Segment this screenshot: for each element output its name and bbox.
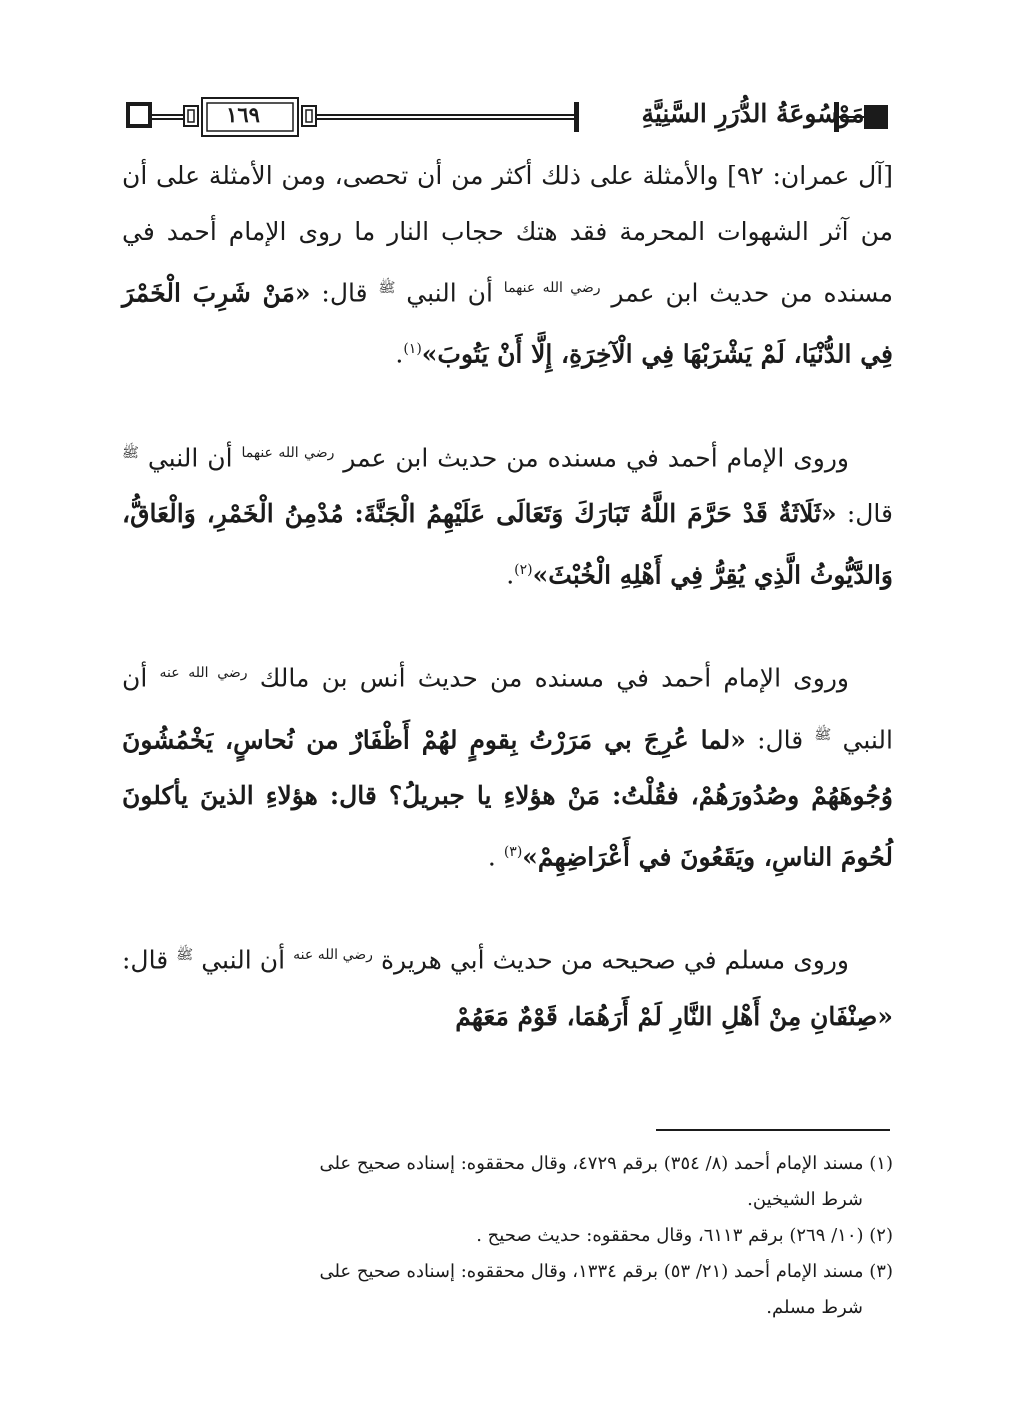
footnote-ref: (٢)	[514, 561, 533, 578]
footnote-text: (٣) مسند الإمام أحمد (٢١/ ٥٣) برقم ١٣٣٤، وقال محققوه: إسناده صحيح على	[319, 1261, 893, 1282]
paragraph-end: .	[395, 339, 404, 369]
paragraph-end: .	[506, 560, 515, 590]
paragraph-text: قال:	[122, 945, 177, 975]
footnote-text: (١) مسند الإمام أحمد (٨/ ٣٥٤) برقم ٤٧٢٩، وقال محققوه: إسناده صحيح على	[319, 1153, 893, 1174]
footnote-continuation: شرط مسلم.	[766, 1297, 863, 1318]
series-title: مَوْسُوعَةُ الدُّرَرِ السَّنِيَّةِ	[641, 99, 865, 128]
paragraph-3	[122, 645, 893, 885]
footnote-separator	[656, 1129, 890, 1131]
salutation-mark: ﷺ	[378, 280, 396, 296]
hadith-text: «ثَلَاثَةٌ قَدْ حَرَّمَ اللَّهُ تَبَارَكَ وَتَعَالَى عَلَيْهِمُ الْجَنَّةَ: مُدْمِنُ الْخَمْرِ، وَالْعَاقُّ، وَالدَّيُّوثُ الَّذِي يُقِرُّ فِي أَهْلِهِ الْخُبْثَ»	[122, 498, 893, 590]
paragraph-1	[122, 148, 893, 383]
body-text	[122, 148, 893, 1045]
paragraph-text: وروى الإمام أحمد في مسنده من حديث أنس بن مالك	[247, 663, 849, 693]
footnote-1	[122, 1146, 893, 1218]
paragraph-text: أن النبي	[122, 663, 893, 754]
salutation-mark: ﷺ	[122, 444, 139, 461]
paragraph-text: أن النبي	[138, 442, 242, 472]
paragraph-text: أن النبي	[395, 278, 504, 308]
footnote-ref: (٣)	[503, 843, 523, 860]
hadith-text: «مَنْ شَرِبَ الْخَمْرَ فِي الدُّنْيَا، لَمْ يَشْرَبْهَا فِي الْآخِرَةِ، إِلَّا أَنْ يَتُوبَ»	[122, 278, 893, 369]
page-number: ١٦٩	[226, 102, 260, 127]
footnote-3	[122, 1254, 893, 1326]
hadith-text: «لما عُرِجَ بي مَرَرْتُ بِقومٍ لهُمْ أَظْفَارٌ من نُحاسٍ، يَخْمُشُونَ وُجُوهَهُمْ وصُدُورَهُمْ، فقُلْتُ: مَنْ هؤلاءِ يا جبريلُ؟ قال: هؤلاءِ الذينَ يأكلونَ لُحُومَ الناسِ، ويَقَعُونَ في أَعْرَاضِهِمْ»	[122, 724, 893, 872]
paragraph-text: قال:	[745, 724, 815, 754]
salutation-mark: ﷺ	[176, 947, 194, 964]
footnote-ref: (١)	[403, 341, 422, 358]
honorific-mark: رضي الله عنهما	[241, 444, 335, 461]
footnotes	[122, 1146, 893, 1326]
honorific-mark: رضي الله عنه	[159, 665, 248, 682]
footnote-2	[122, 1218, 893, 1254]
hadith-text: «صِنْفَانِ مِنْ أَهْلِ النَّارِ لَمْ أَرَهُمَا، قَوْمٌ مَعَهُمْ	[455, 1001, 893, 1031]
paragraph-end: .	[487, 842, 504, 872]
paragraph-text: قال:	[310, 278, 379, 308]
paragraph-text: [آل عمران: ٩٢] والأمثلة على ذلك أكثر من أن تحصى، ومن الأمثلة على أن من آثر الشهوات المحرمة فقد هتك حجاب النار ما روى الإمام أحمد في مسنده من حديث ابن عمر	[122, 161, 894, 308]
honorific-mark: رضي الله عنهما	[503, 280, 601, 296]
paragraph-text: وروى مسلم في صحيحه من حديث أبي هريرة	[372, 945, 850, 975]
paragraph-4	[122, 927, 893, 1044]
salutation-mark: ﷺ	[814, 726, 832, 743]
paragraph-text: وروى الإمام أحمد في مسنده من حديث ابن عمر	[334, 442, 850, 472]
honorific-mark: رضي الله عنه	[293, 947, 373, 964]
paragraph-text: قال:	[836, 498, 893, 528]
footnote-text: (٢) (١٠/ ٢٦٩) برقم ٦١١٣، وقال محققوه: حديث صحيح .	[476, 1225, 893, 1246]
paragraph-text: أن النبي	[193, 945, 294, 975]
footnote-continuation: شرط الشيخين.	[747, 1189, 863, 1210]
paragraph-2	[122, 425, 893, 604]
